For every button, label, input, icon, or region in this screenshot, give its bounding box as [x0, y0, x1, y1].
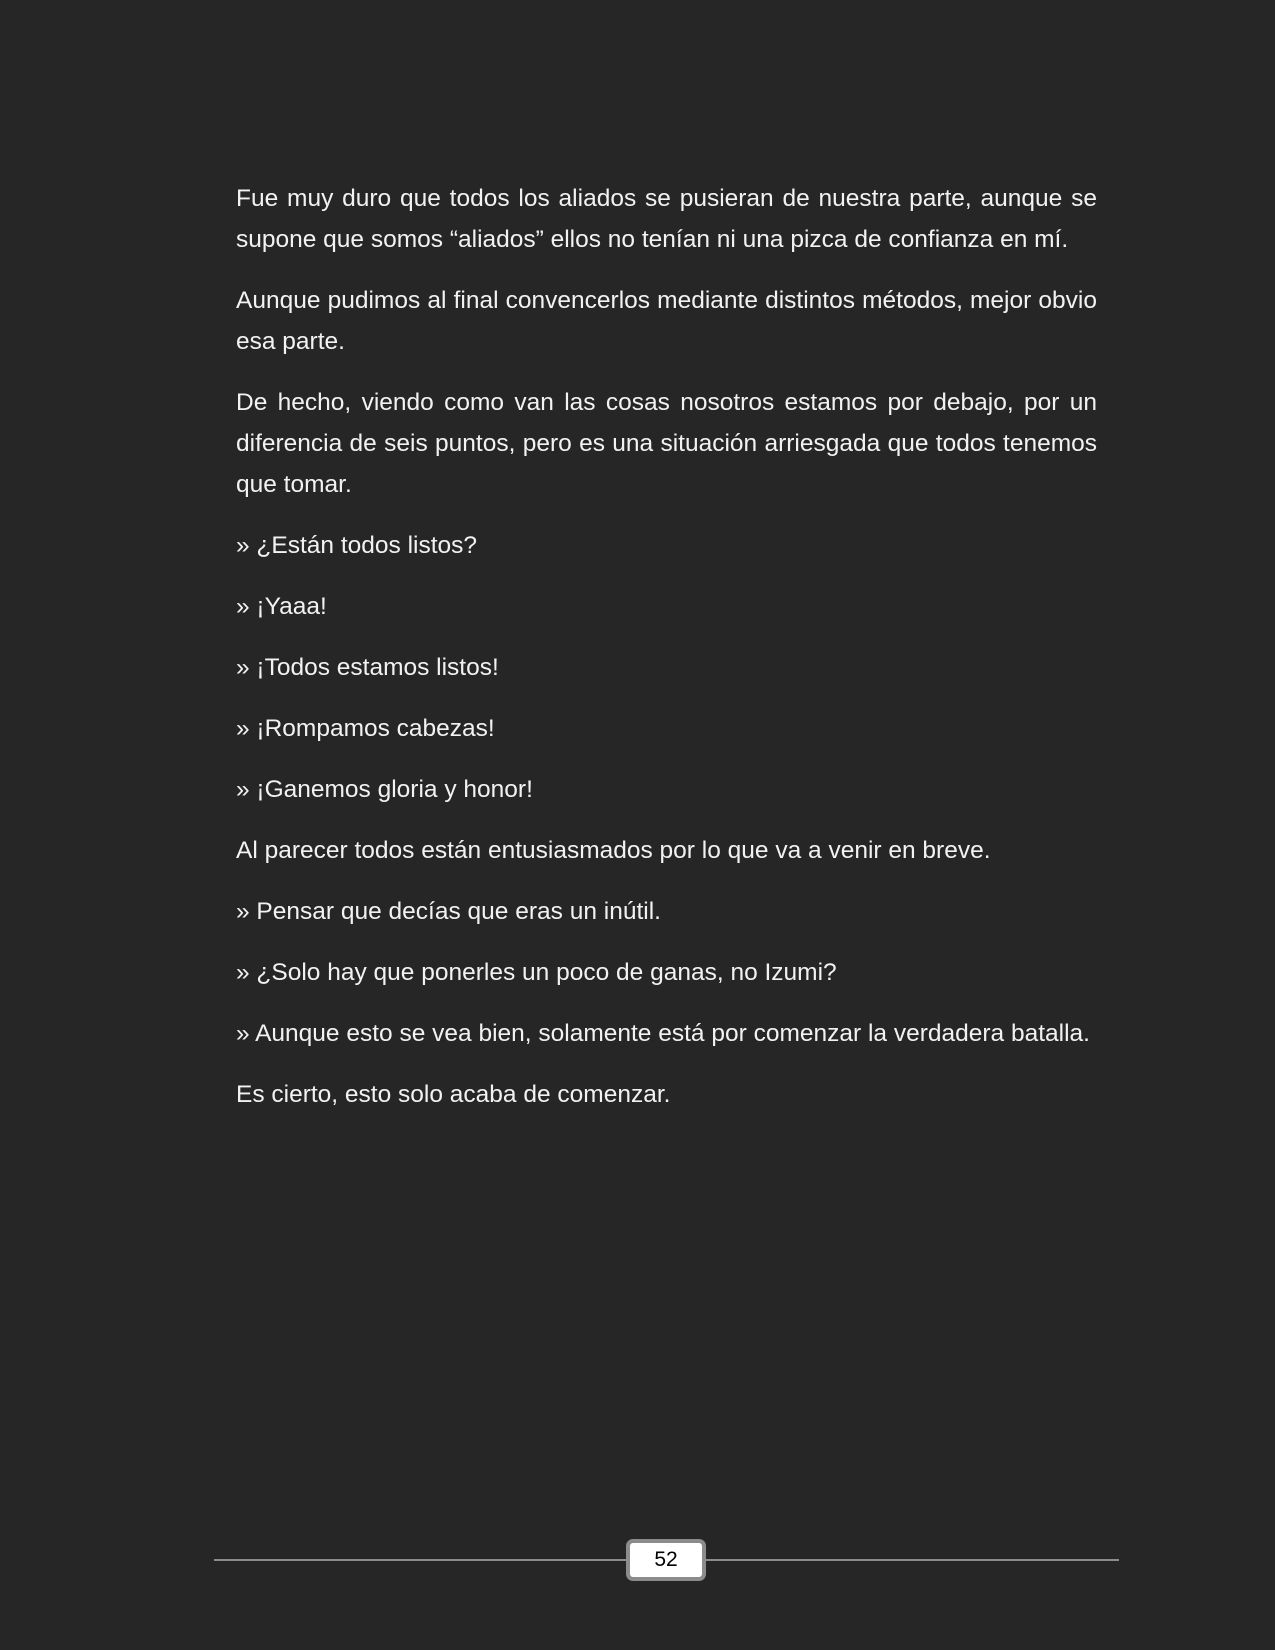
footer-divider-right [706, 1559, 1119, 1561]
page-body-text [236, 178, 1097, 1135]
footer-divider-left [214, 1559, 626, 1561]
paragraph: Es cierto, esto solo acaba de comenzar. [236, 1081, 671, 1108]
paragraph: De hecho, viendo como van las cosas nosotros estamos por debajo, por un diferencia de seis puntos, pero es una situación arriesgada que todos tenemos que tomar. [236, 389, 1097, 498]
paragraph: Fue muy duro que todos los aliados se pusieran de nuestra parte, aunque se supone que somos “aliados” ellos no tenían ni una pizca de confianza en mí. [236, 185, 1097, 253]
dialogue-line: » ¡Todos estamos listos! [236, 654, 499, 681]
paragraph: Al parecer todos están entusiasmados por lo que va a venir en breve. [236, 837, 991, 864]
dialogue-line: » ¿Solo hay que ponerles un poco de ganas, no Izumi? [236, 959, 837, 986]
dialogue-line: » Pensar que decías que eras un inútil. [236, 898, 661, 925]
dialogue-line: » ¿Están todos listos? [236, 532, 478, 559]
dialogue-line: » ¡Ganemos gloria y honor! [236, 776, 533, 803]
dialogue-line: » ¡Yaaa! [236, 593, 327, 620]
dialogue-line: » ¡Rompamos cabezas! [236, 715, 495, 742]
dialogue-line: » Aunque esto se vea bien, solamente está por comenzar la verdadera batalla. [236, 1020, 1090, 1047]
page-number: 52 [626, 1539, 706, 1581]
paragraph: Aunque pudimos al final convencerlos mediante distintos métodos, mejor obvio esa parte. [236, 287, 1097, 355]
